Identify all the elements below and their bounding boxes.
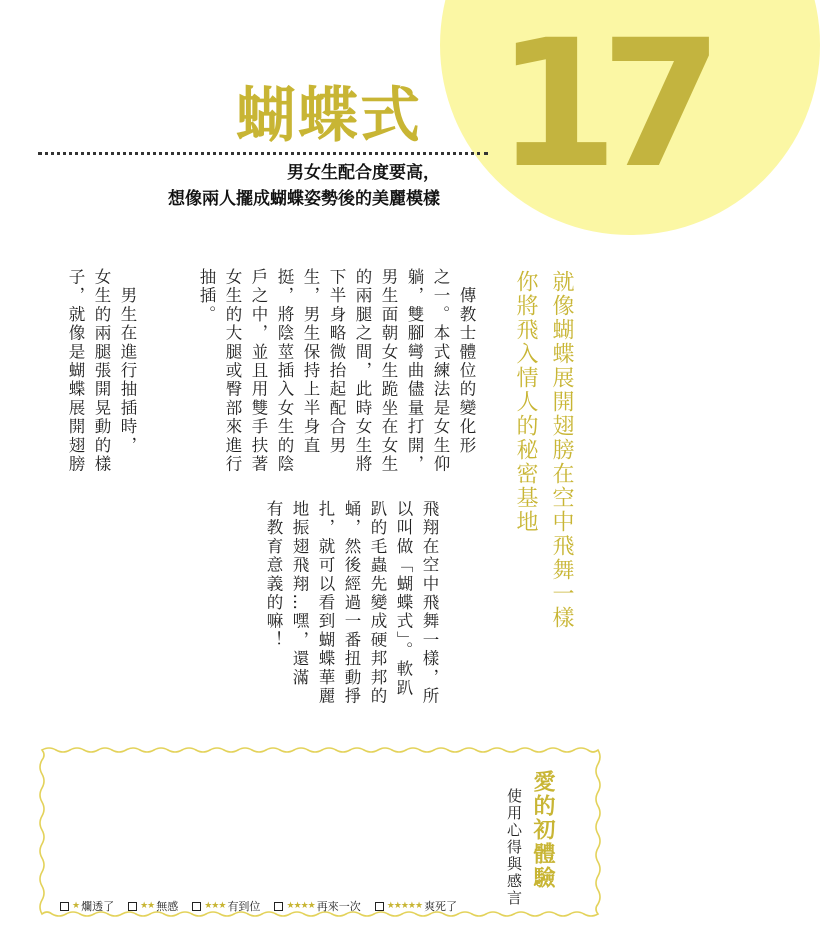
checkbox-icon[interactable] [128, 902, 137, 911]
body-left [62, 268, 140, 488]
rating-option[interactable] [274, 898, 360, 914]
body-column: 蛹，然後經過一番扭動掙 [342, 500, 361, 706]
star-icon: ★ [72, 901, 80, 911]
rating-options [60, 896, 540, 916]
body-column: 傳教士體位的變化形 [457, 268, 476, 455]
subtitle [110, 160, 440, 212]
rating-label: 爛透了 [81, 900, 115, 913]
subtitle-line: 男女生配合度要高， [287, 163, 440, 183]
subtitle-line: 想像兩人擺成蝴蝶姿勢後的美麗模樣 [168, 189, 440, 209]
star-icon: ★★ [140, 901, 155, 911]
body-column: 趴的毛蟲先變成硬邦邦的 [368, 500, 387, 706]
body-column: 以叫做「蝴蝶式」。軟趴 [394, 500, 413, 698]
body-column: 挺，將陰莖插入女生的陰 [275, 268, 294, 474]
lead-text [510, 270, 576, 650]
checkbox-icon[interactable] [192, 902, 201, 911]
body-column: 地振翅飛翔…嘿，還滿 [290, 500, 309, 687]
body-column: 飛翔在空中飛舞一樣，所 [420, 500, 439, 706]
rating-label: 無感 [156, 900, 179, 913]
body-column: 女生的大腿或臀部來進行 [223, 268, 242, 474]
star-icon: ★★★ [204, 901, 226, 911]
rating-option[interactable] [128, 898, 178, 914]
body-column: 之一。本式練法是女生仰 [431, 268, 450, 474]
checkbox-icon[interactable] [274, 902, 283, 911]
page-title: 蝴蝶式 [236, 81, 422, 151]
checkbox-icon[interactable] [375, 902, 384, 911]
rating-label: 爽死了 [424, 900, 458, 913]
body-column: 抽插。 [197, 268, 216, 325]
body-column: 男生在進行抽插時， [118, 268, 137, 455]
chapter-number: 17 [496, 2, 705, 207]
lead-line: 就像蝴蝶展開翅膀在空中飛舞一樣 [549, 270, 574, 630]
rating-option[interactable] [375, 898, 457, 914]
dotted-divider [38, 152, 488, 155]
body-column: 女生的兩腿張開晃動的樣 [92, 268, 111, 474]
box-title: 愛的初體驗 [530, 770, 556, 890]
lead-line: 你將飛入情人的秘密基地 [513, 270, 538, 534]
star-icon: ★★★★★ [386, 901, 423, 911]
body-column: 子，就像是蝴蝶展開翅膀 [66, 268, 85, 474]
body-column: 男生面朝女生跪坐在女生 [379, 268, 398, 474]
body-column: 躺，雙腳彎曲儘量打開， [405, 268, 424, 474]
checkbox-icon[interactable] [60, 902, 69, 911]
rating-option[interactable] [60, 898, 114, 914]
body-right-lower [260, 500, 442, 740]
rating-label: 有到位 [227, 900, 261, 913]
body-column: 下半身略微抬起配合男 [327, 268, 346, 455]
body-column: 扎，就可以看到蝴蝶華麗 [316, 500, 335, 706]
box-subtitle: 使用心得與感言 [505, 788, 523, 907]
rating-option[interactable] [192, 898, 260, 914]
body-column: 戶之中，並且用雙手扶著 [249, 268, 268, 474]
star-icon: ★★★★ [286, 901, 315, 911]
body-column: 有教育意義的嘛！ [264, 500, 283, 650]
body-column: 生，男生保持上半身直 [301, 268, 320, 455]
rating-label: 再來一次 [316, 900, 361, 913]
body-column: 的兩腿之間，此時女生將 [353, 268, 372, 474]
